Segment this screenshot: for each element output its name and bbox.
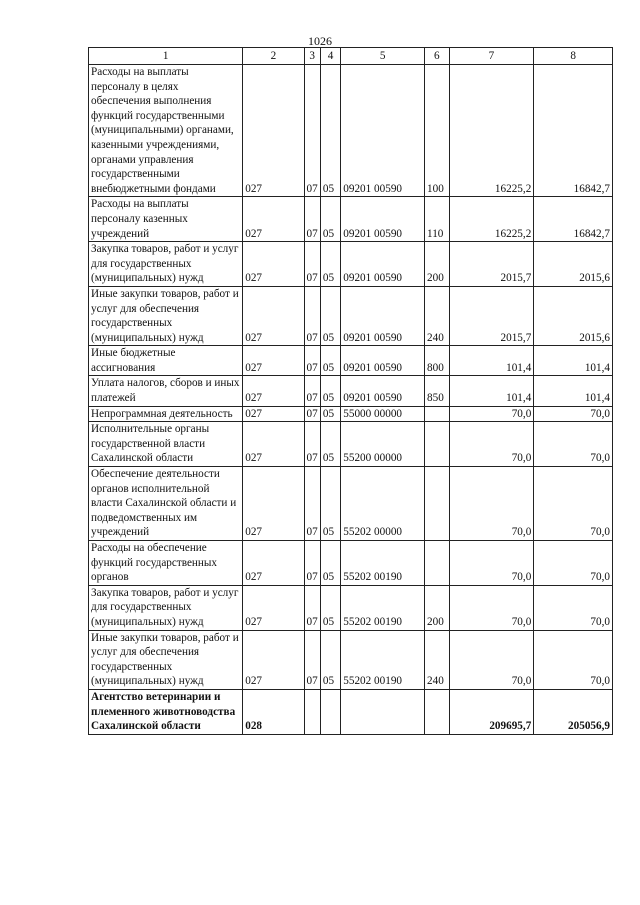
cell-target-item-code: [341, 689, 425, 734]
table-row: [89, 346, 613, 376]
cell-amount-year-2: 101,4: [534, 376, 613, 406]
cell-subsection-code: 05: [320, 286, 340, 345]
cell-section-code: 07: [304, 376, 320, 406]
table-row: [89, 376, 613, 406]
cell-target-item-code: 55202 00190: [341, 630, 425, 689]
table-row: [89, 286, 613, 345]
cell-section-code: [304, 689, 320, 734]
cell-subsection-code: 05: [320, 422, 340, 467]
cell-expense-type-code: 240: [425, 286, 450, 345]
cell-department-code: 027: [243, 422, 304, 467]
cell-amount-year-2: 70,0: [534, 630, 613, 689]
table-row: [89, 422, 613, 467]
cell-amount-year-1: 70,0: [449, 422, 534, 467]
cell-target-item-code: 55202 00190: [341, 585, 425, 630]
cell-expense-type-code: 850: [425, 376, 450, 406]
cell-section-code: 07: [304, 585, 320, 630]
cell-expense-name: Исполнительные органы государственной власти Сахалинской области: [89, 422, 243, 467]
cell-subsection-code: 05: [320, 630, 340, 689]
cell-section-code: 07: [304, 541, 320, 586]
cell-expense-name: Закупка товаров, работ и услуг для государственных (муниципальных) нужд: [89, 242, 243, 287]
cell-department-code: 027: [243, 197, 304, 242]
cell-subsection-code: 05: [320, 346, 340, 376]
cell-expense-type-code: [425, 406, 450, 422]
cell-expense-name: Расходы на выплаты персоналу казенных учреждений: [89, 197, 243, 242]
cell-target-item-code: 09201 00590: [341, 376, 425, 406]
cell-department-code: 027: [243, 541, 304, 586]
cell-section-code: 07: [304, 242, 320, 287]
cell-expense-type-code: 240: [425, 630, 450, 689]
column-header: 7: [449, 48, 534, 65]
cell-section-code: 07: [304, 467, 320, 541]
cell-amount-year-1: 70,0: [449, 585, 534, 630]
cell-expense-name: Обеспечение деятельности органов исполнительной власти Сахалинской области и подведомственных им учреждений: [89, 467, 243, 541]
cell-amount-year-2: 70,0: [534, 585, 613, 630]
cell-amount-year-2: 16842,7: [534, 197, 613, 242]
table-body: [89, 65, 613, 735]
cell-amount-year-1: 70,0: [449, 630, 534, 689]
cell-expense-type-code: 100: [425, 65, 450, 197]
cell-target-item-code: 09201 00590: [341, 286, 425, 345]
cell-target-item-code: 09201 00590: [341, 346, 425, 376]
table-row: [89, 242, 613, 287]
page-number: 1026: [308, 34, 332, 48]
cell-expense-name: Закупка товаров, работ и услуг для государственных (муниципальных) нужд: [89, 585, 243, 630]
cell-target-item-code: 09201 00590: [341, 65, 425, 197]
cell-expense-name: Расходы на обеспечение функций государственных органов: [89, 541, 243, 586]
cell-department-code: 027: [243, 467, 304, 541]
cell-expense-type-code: [425, 541, 450, 586]
cell-expense-type-code: 200: [425, 585, 450, 630]
cell-department-code: 027: [243, 406, 304, 422]
cell-department-code: 027: [243, 65, 304, 197]
table-row: [89, 689, 613, 734]
cell-department-code: 027: [243, 585, 304, 630]
cell-amount-year-2: 70,0: [534, 422, 613, 467]
cell-target-item-code: 09201 00590: [341, 242, 425, 287]
cell-expense-name: Расходы на выплаты персоналу в целях обеспечения выполнения функций государственными (муниципальными) органами, казенными учреждениями, органами управления государственными внебюджетными фондами: [89, 65, 243, 197]
cell-amount-year-2: 101,4: [534, 346, 613, 376]
cell-expense-type-code: 800: [425, 346, 450, 376]
cell-expense-type-code: [425, 467, 450, 541]
table-row: [89, 467, 613, 541]
cell-section-code: 07: [304, 286, 320, 345]
cell-amount-year-2: 2015,6: [534, 242, 613, 287]
cell-amount-year-2: 70,0: [534, 467, 613, 541]
table-row: [89, 197, 613, 242]
cell-section-code: 07: [304, 197, 320, 242]
cell-expense-name: Уплата налогов, сборов и иных платежей: [89, 376, 243, 406]
cell-department-code: 027: [243, 630, 304, 689]
cell-target-item-code: 55202 00000: [341, 467, 425, 541]
column-header: 8: [534, 48, 613, 65]
table-row: [89, 630, 613, 689]
cell-amount-year-1: 2015,7: [449, 286, 534, 345]
cell-department-code: 027: [243, 286, 304, 345]
column-header: 2: [243, 48, 304, 65]
cell-subsection-code: 05: [320, 376, 340, 406]
table-row: [89, 541, 613, 586]
cell-subsection-code: 05: [320, 541, 340, 586]
column-header: 1: [89, 48, 243, 65]
cell-expense-type-code: [425, 689, 450, 734]
cell-section-code: 07: [304, 422, 320, 467]
column-header: 3: [304, 48, 320, 65]
cell-expense-type-code: 110: [425, 197, 450, 242]
column-header: 4: [320, 48, 340, 65]
cell-target-item-code: 55000 00000: [341, 406, 425, 422]
cell-amount-year-1: 209695,7: [449, 689, 534, 734]
cell-expense-name: Иные закупки товаров, работ и услуг для обеспечения государственных (муниципальных) нужд: [89, 286, 243, 345]
cell-amount-year-1: 2015,7: [449, 242, 534, 287]
cell-department-code: 028: [243, 689, 304, 734]
cell-department-code: 027: [243, 346, 304, 376]
cell-section-code: 07: [304, 630, 320, 689]
cell-subsection-code: 05: [320, 585, 340, 630]
cell-subsection-code: 05: [320, 242, 340, 287]
cell-target-item-code: 55200 00000: [341, 422, 425, 467]
cell-expense-name: Агентство ветеринарии и племенного животноводства Сахалинской области: [89, 689, 243, 734]
cell-expense-name: Непрограммная деятельность: [89, 406, 243, 422]
cell-subsection-code: [320, 689, 340, 734]
table-row: [89, 406, 613, 422]
cell-section-code: 07: [304, 346, 320, 376]
cell-department-code: 027: [243, 242, 304, 287]
table-header-row: [89, 48, 613, 65]
cell-amount-year-1: 70,0: [449, 406, 534, 422]
cell-amount-year-2: 70,0: [534, 541, 613, 586]
cell-subsection-code: 05: [320, 65, 340, 197]
cell-amount-year-1: 70,0: [449, 541, 534, 586]
cell-amount-year-1: 101,4: [449, 376, 534, 406]
cell-amount-year-2: 2015,6: [534, 286, 613, 345]
cell-target-item-code: 55202 00190: [341, 541, 425, 586]
cell-subsection-code: 05: [320, 197, 340, 242]
cell-amount-year-1: 16225,2: [449, 65, 534, 197]
column-header: 5: [341, 48, 425, 65]
cell-target-item-code: 09201 00590: [341, 197, 425, 242]
cell-section-code: 07: [304, 406, 320, 422]
cell-amount-year-1: 101,4: [449, 346, 534, 376]
cell-amount-year-2: 205056,9: [534, 689, 613, 734]
cell-section-code: 07: [304, 65, 320, 197]
cell-amount-year-2: 16842,7: [534, 65, 613, 197]
budget-table: [88, 47, 613, 735]
cell-amount-year-1: 70,0: [449, 467, 534, 541]
cell-subsection-code: 05: [320, 406, 340, 422]
cell-expense-name: Иные бюджетные ассигнования: [89, 346, 243, 376]
cell-expense-type-code: 200: [425, 242, 450, 287]
cell-amount-year-1: 16225,2: [449, 197, 534, 242]
cell-subsection-code: 05: [320, 467, 340, 541]
table-row: [89, 65, 613, 197]
column-header: 6: [425, 48, 450, 65]
cell-expense-type-code: [425, 422, 450, 467]
cell-department-code: 027: [243, 376, 304, 406]
table-row: [89, 585, 613, 630]
cell-amount-year-2: 70,0: [534, 406, 613, 422]
cell-expense-name: Иные закупки товаров, работ и услуг для обеспечения государственных (муниципальных) нужд: [89, 630, 243, 689]
